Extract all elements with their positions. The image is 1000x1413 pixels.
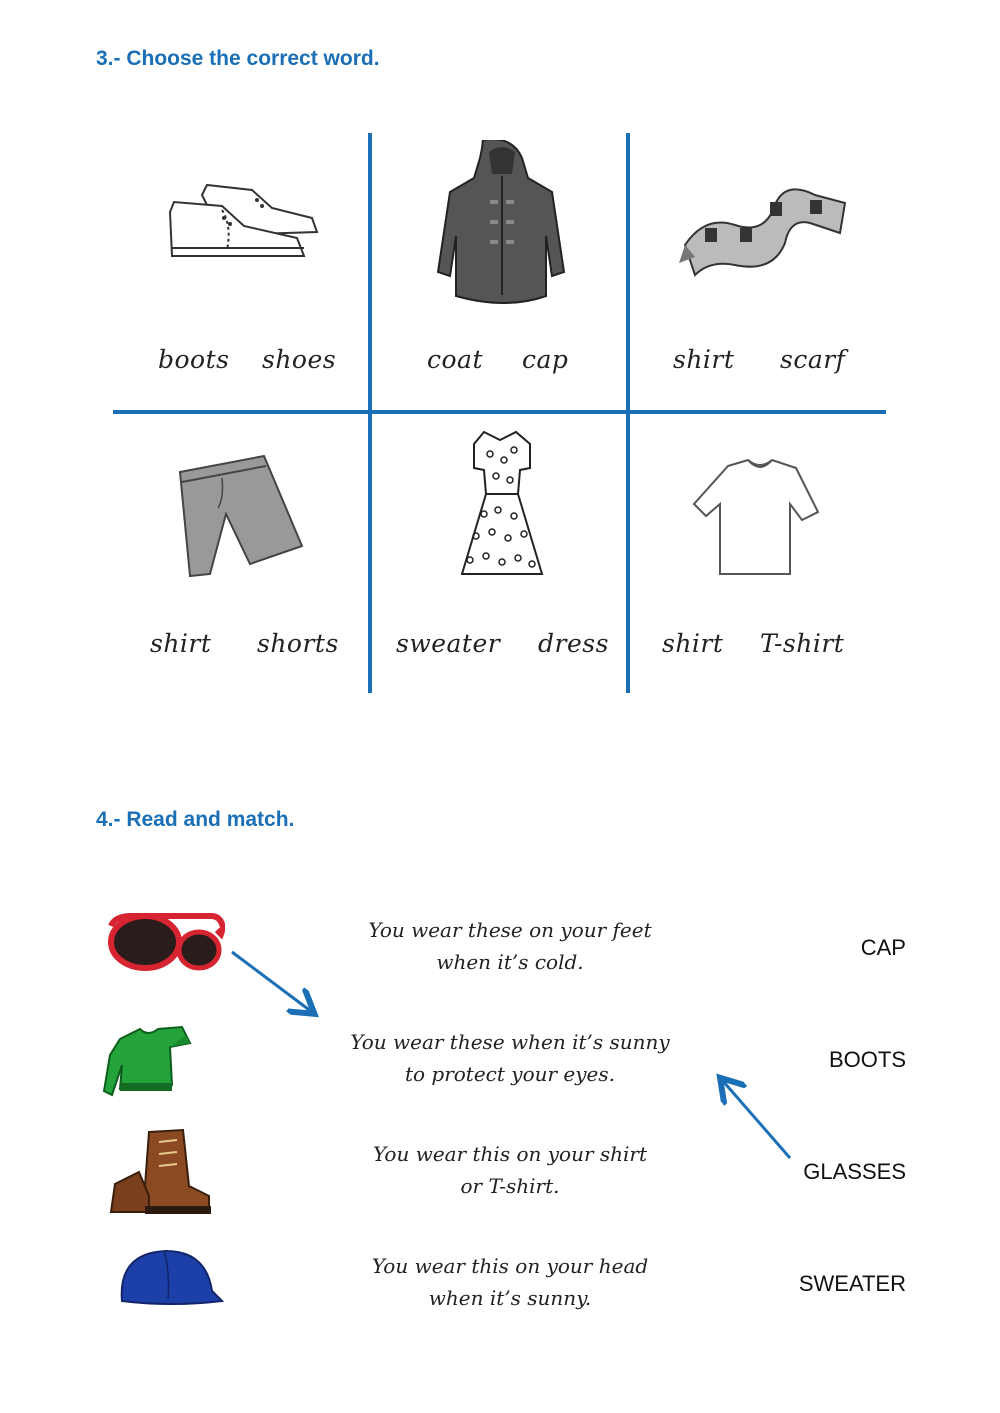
clue-3: You wear this on your shirt or T-shirt. <box>372 1142 648 1198</box>
shoes-icon <box>112 140 370 320</box>
option-cap[interactable]: cap <box>522 345 569 374</box>
choice-cell-scarf <box>630 140 888 410</box>
section-3-title: 3.- Choose the correct word. <box>96 47 380 70</box>
clue-2: You wear these when it’s sunny to protect your eyes. <box>350 1030 670 1086</box>
choice-cell-tshirt <box>630 424 888 694</box>
option-t-shirt[interactable]: T-shirt <box>760 629 845 658</box>
word-cap[interactable]: CAP <box>860 935 906 960</box>
choice-cell-shoes <box>112 140 370 410</box>
option-shoes[interactable]: shoes <box>262 345 337 374</box>
grid-horizontal-line <box>113 410 886 414</box>
option-shirt[interactable]: shirt <box>673 345 735 374</box>
word-glasses[interactable]: GLASSES <box>803 1159 906 1184</box>
option-shorts[interactable]: shorts <box>257 629 339 658</box>
sweater-icon[interactable] <box>100 1015 200 1105</box>
scarf-icon <box>630 140 888 320</box>
shorts-icon <box>112 424 370 604</box>
section-4-title: 4.- Read and match. <box>96 808 295 831</box>
option-dress[interactable]: dress <box>538 629 609 658</box>
coat-icon <box>372 140 630 320</box>
arrow-word-to-clue <box>722 1080 790 1158</box>
choice-cell-shorts <box>112 424 370 694</box>
option-scarf[interactable]: scarf <box>780 345 846 374</box>
dress-icon <box>372 424 630 604</box>
choice-cell-dress <box>372 424 630 694</box>
word-boots[interactable]: BOOTS <box>828 1047 906 1072</box>
option-sweater[interactable]: sweater <box>396 629 501 658</box>
option-boots[interactable]: boots <box>158 345 230 374</box>
sunglasses-icon[interactable] <box>105 908 225 978</box>
choice-cell-coat <box>372 140 630 410</box>
clue-1: You wear these on your feet when it’s cold. <box>368 918 652 974</box>
option-coat[interactable]: coat <box>427 345 484 374</box>
word-sweater[interactable]: SWEATER <box>798 1271 906 1296</box>
option-shirt[interactable]: shirt <box>662 629 724 658</box>
cap-icon[interactable] <box>110 1245 225 1315</box>
boots-icon[interactable] <box>105 1126 215 1216</box>
tshirt-icon <box>630 424 888 604</box>
option-shirt[interactable]: shirt <box>150 629 212 658</box>
clue-4: You wear this on your head when it’s sunny. <box>371 1254 649 1310</box>
